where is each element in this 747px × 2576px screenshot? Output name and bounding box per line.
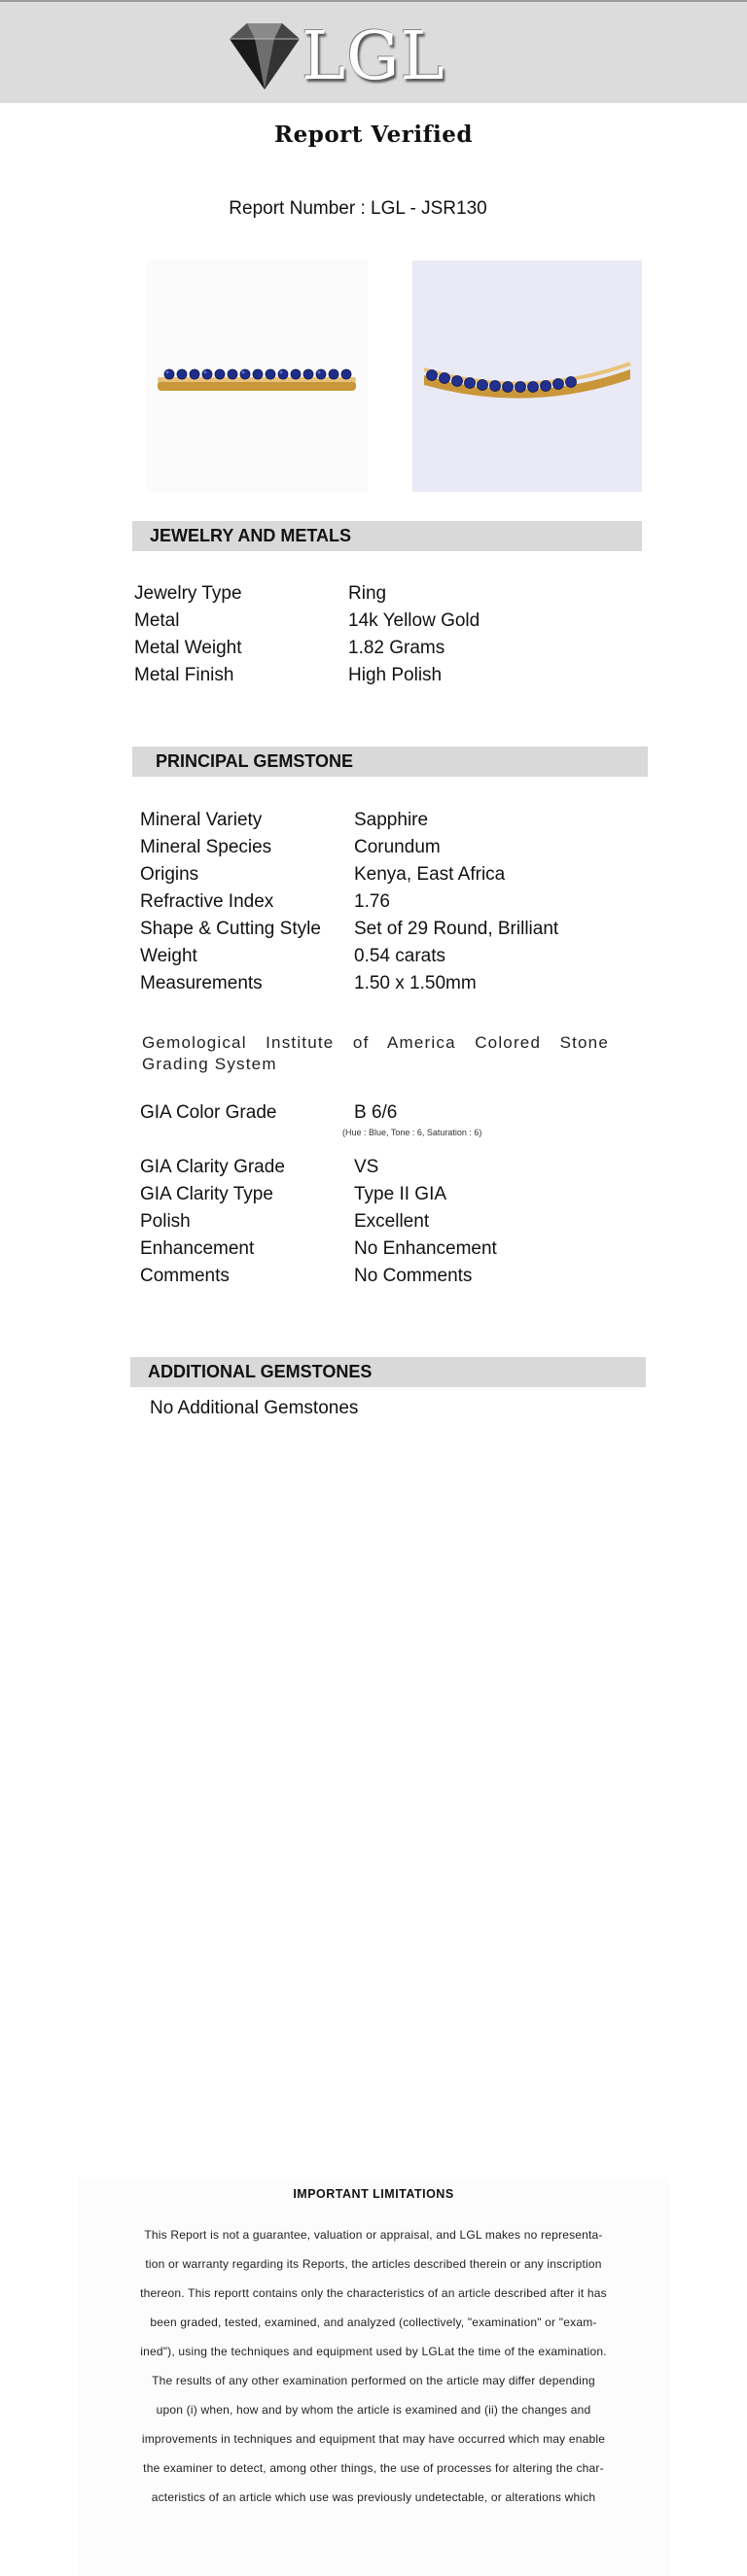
detail-label: Jewelry Type	[134, 583, 242, 604]
detail-value: High Polish	[348, 665, 443, 685]
logo-text: LGL	[302, 18, 445, 95]
detail-row	[140, 1154, 607, 1181]
detail-value: 0.54 carats	[354, 946, 445, 966]
detail-value: Ring	[348, 583, 387, 604]
lgl-logo	[226, 16, 479, 99]
detail-value: Sapphire	[354, 810, 429, 830]
detail-row	[140, 1263, 607, 1290]
limitations-line: acteristics of an article which use was previously undetectable, or alterations which	[151, 2490, 596, 2504]
detail-value: 14k Yellow Gold	[348, 610, 480, 631]
detail-row	[140, 1236, 607, 1263]
detail-label: Measurements	[140, 973, 263, 993]
ring-photo-angle	[412, 261, 642, 492]
detail-row	[140, 1208, 607, 1236]
detail-value: No Enhancement	[354, 1238, 497, 1259]
detail-label: Metal Finish	[134, 665, 234, 685]
detail-label: Enhancement	[140, 1238, 255, 1259]
limitations-line: ined"), using the techniques and equipment used by LGLat the time of the examination.	[140, 2345, 607, 2358]
jewelry-metals-heading: JEWELRY AND METALS	[132, 521, 642, 551]
principal-gemstone-details	[140, 807, 607, 997]
jewelry-details	[134, 580, 582, 689]
detail-row	[140, 888, 607, 916]
detail-value: 1.76	[354, 891, 390, 912]
additional-gemstones-heading: ADDITIONAL GEMSTONES	[130, 1357, 646, 1387]
detail-label: GIA Color Grade	[140, 1102, 277, 1123]
limitations-line: thereon. This reportt contains only the characteristics of an article described after it has	[140, 2286, 607, 2300]
detail-value: 1.82 Grams	[348, 638, 445, 658]
detail-label: Metal	[134, 610, 180, 631]
limitations-line: The results of any other examination performed on the article may differ depending	[152, 2374, 595, 2387]
limitations-line: been graded, tested, examined, and analyzed (collectively, "examination" or "exam-	[150, 2315, 597, 2329]
detail-row	[134, 608, 582, 635]
detail-value: 1.50 x 1.50mm	[354, 973, 477, 993]
detail-label: Shape & Cutting Style	[140, 919, 321, 939]
detail-label: Mineral Variety	[140, 810, 263, 830]
detail-row	[140, 834, 607, 861]
detail-row	[140, 943, 607, 970]
ring-photo-side	[146, 261, 368, 492]
detail-label: GIA Clarity Type	[140, 1184, 273, 1204]
detail-value: Set of 29 Round, Brilliant	[354, 919, 559, 939]
limitations-line: This Report is not a guarantee, valuation or appraisal, and LGL makes no representa-	[144, 2228, 603, 2242]
limitations-line: tion or warranty regarding its Reports, the articles described therein or any inscription	[145, 2257, 602, 2271]
limitations-line: improvements in techniques and equipment that may have occurred which may enable	[141, 2432, 606, 2446]
detail-row	[140, 807, 607, 834]
detail-label: Origins	[140, 864, 199, 885]
detail-value: Kenya, East Africa	[354, 864, 506, 885]
detail-value: VS	[354, 1157, 379, 1177]
detail-value: Type II GIA	[354, 1184, 447, 1204]
page-title: Report Verified	[274, 122, 473, 148]
detail-label: Mineral Species	[140, 837, 272, 857]
color-grade	[140, 1099, 607, 1127]
important-limitations	[78, 2177, 669, 2576]
limitations-line: the examiner to detect, among other things, the use of processes for altering the char-	[143, 2461, 604, 2475]
detail-row	[140, 916, 607, 943]
detail-row	[140, 861, 607, 888]
detail-label: GIA Clarity Grade	[140, 1157, 285, 1177]
detail-value: Excellent	[354, 1211, 430, 1232]
detail-value: Corundum	[354, 837, 441, 857]
detail-value: No Comments	[354, 1266, 473, 1286]
detail-label: Comments	[140, 1266, 230, 1286]
detail-label: Weight	[140, 946, 197, 966]
detail-row	[134, 662, 582, 689]
limitations-heading: IMPORTANT LIMITATIONS	[293, 2187, 454, 2201]
grade-details	[140, 1154, 607, 1290]
detail-label: Refractive Index	[140, 891, 274, 912]
detail-row	[134, 635, 582, 662]
principal-gemstone-heading: PRINCIPAL GEMSTONE	[132, 747, 648, 777]
detail-row	[140, 970, 607, 997]
detail-label: Metal Weight	[134, 638, 242, 658]
detail-value: B 6/6	[354, 1102, 398, 1123]
gia-grading-system-note: Gemological Institute of America Colored Stone Grading System	[142, 1033, 609, 1073]
diamond-icon	[226, 21, 303, 91]
detail-row	[134, 580, 582, 608]
report-number: Report Number : LGL - JSR130	[229, 198, 487, 219]
detail-label: Polish	[140, 1211, 191, 1232]
header-banner	[0, 0, 747, 103]
additional-gemstones-text: No Additional Gemstones	[150, 1398, 359, 1418]
limitations-line: upon (i) when, how and by whom the article is examined and (ii) the changes and	[156, 2403, 591, 2417]
hue-tone-saturation-note: (Hue : Blue, Tone : 6, Saturation : 6)	[342, 1128, 482, 1137]
detail-row	[140, 1181, 607, 1208]
detail-row	[140, 1099, 607, 1127]
